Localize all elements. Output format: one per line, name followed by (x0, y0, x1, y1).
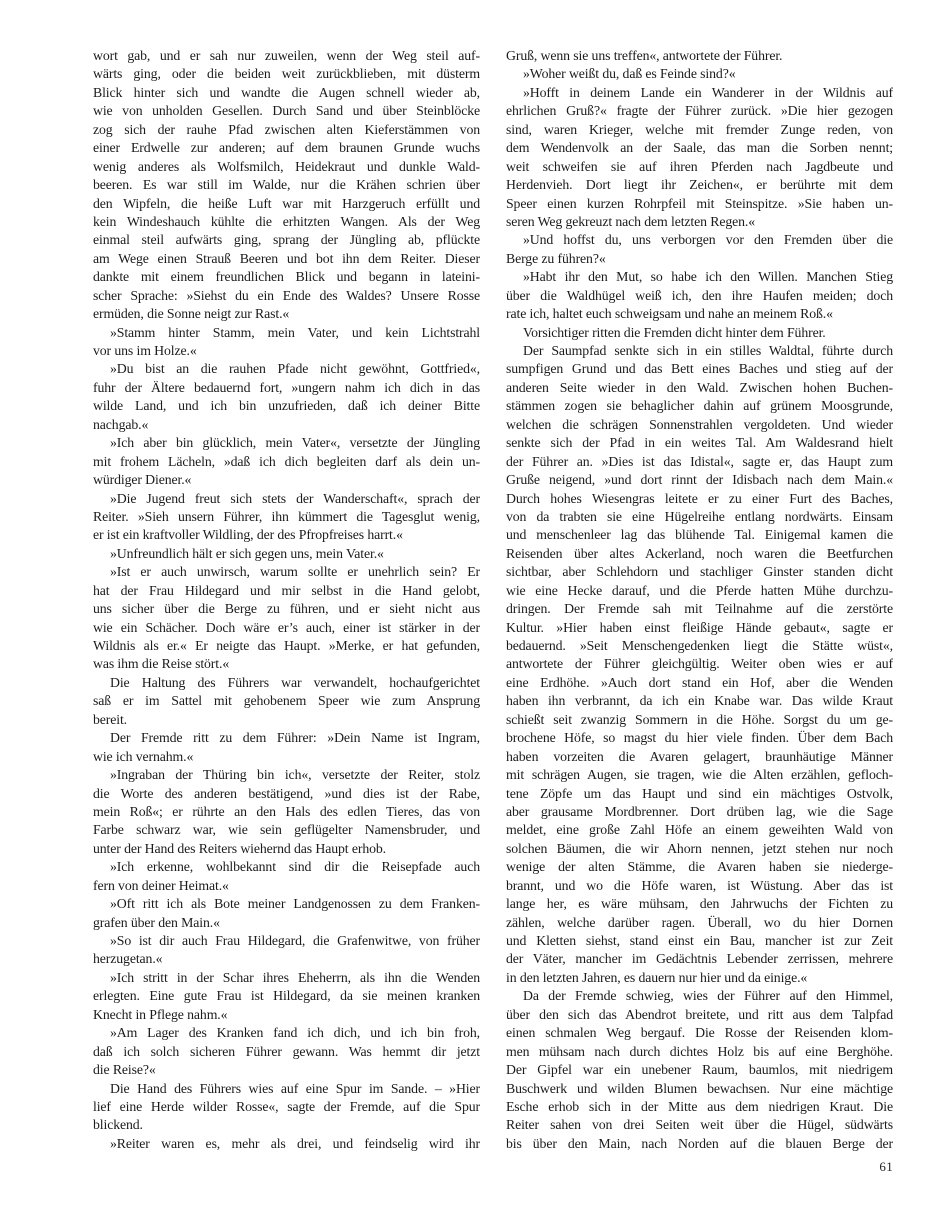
text-line: haben ihn verbrannt, da ich ein Knabe war. Das wilde Kraut (506, 693, 893, 709)
text-line: schießt seit zwanzig Sommern in die Höhe. Sorgst du um ge- (506, 711, 893, 727)
text-line: lief eine Herde wilder Rosse«, sagte der Fremde, auf die Spur (93, 1098, 480, 1114)
text-line: Knecht in Pflege nahm.« (93, 1006, 228, 1022)
text-line: in den letzten Jahren, es dauern nur hier und da einige.« (506, 969, 808, 985)
text-line: Kultur. »Hier haben einst fleißige Hände gebaut«, sagte er (506, 619, 893, 635)
text-line: zog sich der rauhe Pfad zwischen alten Kieferstämmen von (93, 121, 480, 137)
text-line: brochene Höfe, so magst du hier viele finden. Über dem Bach (506, 730, 893, 746)
text-column-right (506, 47, 893, 1153)
text-line: men mühsam nach durch dichtes Holz bis auf eine Berghöhe. (506, 1043, 893, 1059)
text-line: eine Erdhöhe. »Auch dort stand ein Hof, aber die Wenden (506, 674, 893, 690)
text-line: er ist ein kraftvoller Wildling, der des Pfropfreises harrt.« (93, 527, 403, 543)
text-line: Durch hohes Wiesengras leitete er zu einer Furt des Baches, (506, 490, 893, 506)
text-line: Der Saumpfad senkte sich in ein stilles Waldtal, führte durch (523, 343, 893, 358)
text-line: wie von unholden Gesellen. Durch Sand und über Steinblöcke (93, 103, 480, 119)
text-line: was ihm die Reise stört.« (93, 656, 230, 672)
text-line: brannt, und wo die Höfe waren, ist Wüstung. Aber das ist (506, 877, 893, 893)
text-line: »Ist er auch unwirsch, warum sollte er unehrlich sein? Er (110, 564, 480, 580)
text-line: Speer einen kurzen Rohrpfeil mit Steinspitze. »Sie haben un- (506, 195, 893, 211)
text-line: erlegten. Eine gute Frau ist Hildegard, da sie meinen kranken (93, 988, 480, 1004)
text-line: Reiter. »Sieh unsern Führer, ihn kümmert die Tagesglut wenig, (93, 508, 480, 524)
text-line: wenig anderes als Wolfsmilch, Heidekraut und dunkle Wald- (93, 158, 480, 174)
text-line: aber grausame Mordbrenner. Dort drüben lag, wie die Sage (506, 803, 893, 819)
text-line: scher Sprache: »Siehst du ein Ende des Waldes? Unsere Rosse (93, 287, 480, 303)
text-line: bedauernd. »Seit Menschengedenken liegt die Stätte wüst«, (506, 638, 893, 653)
text-line: dem Wendenvolk an der Saale, das man die Sorben nennt; (506, 140, 893, 156)
text-line: von da trabten sie eine Hügelreihe entlang nordwärts. Einsam (506, 508, 893, 524)
text-line: solchen Bäumen, die wir Ahorn nennen, jetzt stehen nur noch (506, 840, 893, 856)
text-line: wie ein Schächer. Doch wäre er’s auch, einer ist stärker in der (93, 619, 480, 635)
text-line: »Unfreundlich hält er sich gegen uns, mein Vater.« (110, 545, 384, 561)
text-line: wie ich vernahm.« (93, 748, 194, 764)
text-line: »Du bist an die rauhen Pfade nicht gewöhnt, Gottfried«, (110, 361, 480, 377)
text-line: Der Fremde ritt zu dem Führer: »Dein Name ist Ingram, (110, 730, 480, 746)
text-line: Vorsichtiger ritten die Fremden dicht hinter dem Führer. (523, 324, 826, 340)
text-line: »Reiter waren es, mehr als drei, und feindselig wird ihr (110, 1135, 480, 1151)
text-line: bereit. (93, 711, 128, 727)
text-line: Da der Fremde schwieg, wies der Führer auf den Himmel, (523, 988, 893, 1004)
text-line: Reisenden über altes Ackerland, noch waren die Beetfurchen (506, 545, 893, 561)
text-line: tene Zöpfe um das Haupt und sind ein mächtiges Ostvolk, (506, 785, 893, 801)
text-line: welchen die schrägen Sonnenstrahlen vergoldeten. Und wieder (506, 416, 893, 432)
text-line: Gruße neigend, »und dort rinnt der Idisbach nach dem Main.« (506, 472, 893, 488)
text-line: fern von deiner Heimat.« (93, 877, 229, 893)
text-line: über den sich das Abendrot breitete, und ritt aus dem Talpfad (506, 1006, 893, 1022)
text-line: »Woher weißt du, daß es Feinde sind?« (523, 66, 736, 82)
text-line: die Worte des anderen bestätigend, »und dies ist der Rabe, (93, 785, 480, 801)
text-line: wilde Land, und ich bin unzufrieden, daß ich deiner Bitte (93, 398, 480, 414)
text-line: haben vorzeiten die Avaren gelagert, braunhäutige Männer (506, 748, 893, 764)
text-column-left (93, 47, 480, 1153)
text-line: »Ingraban der Thüring bin ich«, versetzte der Reiter, stolz (110, 767, 480, 783)
text-line: nachgab.« (93, 416, 149, 432)
text-line: anderen Seite wieder in den Wald. Zwischen hohen Buchen- (506, 379, 893, 395)
text-line: Blick hinter sich und wandte die Augen schnell wieder ab, (93, 84, 480, 100)
text-line: sumpfigen Grund und das Bett eines Baches und stieg auf der (506, 361, 893, 377)
text-line: kein Windeshauch kühlte die erhitzten Wangen. Als der Weg (93, 213, 480, 229)
text-line: und menschenleer lag das blühende Tal. Einigemal kamen die (506, 527, 893, 543)
text-line: lange her, es wäre mühsam, den Jahrwuchs der Fichten zu (506, 896, 893, 912)
text-line: einer Erdwelle zur anderen; auf dem braunen Grunde wuchs (93, 140, 480, 156)
text-line: »Ich stritt in der Schar ihres Eheherrn, als ihn die Wenden (110, 969, 480, 985)
text-line: vor uns im Holze.« (93, 343, 197, 358)
text-line: Reiter sahen von drei Seiten weit über die Hügel, südwärts (506, 1117, 893, 1133)
text-line: einen schmalen Weg bergauf. Die Rosse der Reisenden klom- (506, 1025, 893, 1041)
text-line: dringen. Der Fremde sah mit Teilnahme auf die zerstörte (506, 601, 893, 617)
text-line: wie eine Hecke darauf, und die Pferde hatten Mühe durchzu- (506, 582, 893, 598)
text-line: Die Hand des Führers wies auf eine Spur im Sande. – »Hier (110, 1080, 480, 1096)
text-line: »Stamm hinter Stamm, mein Vater, und kein Lichtstrahl (110, 324, 480, 340)
text-line: Herdenvieh. Dort liegt ihr Zeichen«, er berührte mit dem (506, 177, 893, 193)
text-line: zählen, welche darüber ragen. Überall, wo du hier Dornen (506, 914, 893, 930)
text-line: Farbe schwarz war, wie sein geflügelter Namensbruder, und (93, 822, 480, 838)
text-line: am Wege einen Strauß Beeren und bot ihn dem Reiter. Dieser (93, 250, 480, 266)
page-number: 61 (879, 1159, 893, 1174)
text-line: weit schweifen sie auf ihren Pferden nach Jagdbeute und (506, 158, 893, 174)
text-line: mit schrägen Augen, sie tragen, wie die Alten erzählen, gefloch- (506, 767, 893, 783)
text-line: würdiger Diener.« (93, 472, 192, 488)
text-line: rate ich, haltet euch schweigsam und nahe an meinem Roß.« (506, 306, 833, 322)
text-line: Der Gipfel war ein unebener Raum, baumlos, mit niedrigem (506, 1062, 893, 1078)
text-line: Wildnis als er.« Er neigte das Haupt. »Merke, er hat gefunden, (93, 638, 480, 653)
text-line: »Ich erkenne, wohlbekannt sind dir die Reisepfade auch (110, 859, 480, 875)
text-line: sind, waren Krieger, welche mit fremder Zunge reden, von (506, 121, 893, 137)
text-line: Buschwerk und wilden Blumen bewachsen. Nur eine mächtige (506, 1080, 893, 1096)
text-line: Esche erhob sich in der Mitte aus dem niedrigen Kraut. Die (506, 1098, 893, 1114)
text-line: sichtbar, aber Schlehdorn und stachliger Ginster standen dicht (506, 564, 893, 580)
text-line: antwortete der Führer gleichgültig. Weiter oben wies er auf (506, 656, 893, 672)
text-line: »Hofft in deinem Lande ein Wanderer in der Wildnis auf (523, 84, 893, 100)
text-line: »Die Jugend freut sich stets der Wanderschaft«, sprach der (110, 490, 480, 506)
text-line: Gruß, wenn sie uns treffen«, antwortete der Führer. (506, 48, 783, 63)
text-line: der Führer an. »Dies ist das Idistal«, sagte er, das Haupt zum (506, 453, 893, 469)
text-line: wort gab, und er sah nur zuweilen, wenn der Weg steil auf- (93, 48, 480, 63)
text-line: beeren. Es war still im Walde, nur die Krähen schrien über (93, 177, 480, 193)
text-line: »Habt ihr den Mut, so habe ich den Willen. Manchen Stieg (523, 269, 893, 285)
text-line: Berge zu führen?« (506, 250, 606, 266)
text-line: »Ich aber bin glücklich, mein Vater«, versetzte der Jüngling (110, 435, 480, 451)
text-line: den Wipfeln, die heiße Luft war mit Harzgeruch erfüllt und (93, 195, 480, 211)
text-line: und Kletten siehst, stand einst ein Bau, mancher ist zur Zeit (506, 933, 893, 948)
text-line: ermüden, die Sonne neigt zur Rast.« (93, 306, 290, 322)
text-line: »Am Lager des Kranken fand ich dich, und ich bin froh, (110, 1025, 480, 1041)
text-line: »Und hoffst du, uns verborgen vor den Fremden über die (523, 232, 893, 248)
text-line: daß ich solch sicheren Führer gewann. Was hemmt dir jetzt (93, 1043, 480, 1059)
text-line: Die Haltung des Führers war verwandelt, hochaufgerichtet (110, 674, 480, 690)
text-line: bis über den Main, nach Norden auf die blauen Berge der (506, 1135, 893, 1151)
text-line: seren Weg gekreuzt nach dem letzten Regen.« (506, 213, 755, 229)
text-line: ehrlichen Gruß?« fragte der Führer zurück. »Die hier gezogen (506, 103, 893, 119)
text-line: der Väter, mancher im Gedächtnis Lebender zerrissen, mehrere (506, 951, 893, 967)
text-line: blickend. (93, 1117, 143, 1133)
text-line: unter der Hand des Reiters wiehernd das Haupt erhob. (93, 840, 386, 856)
text-line: fuhr der Ältere bedauernd fort, »ungern nahm ich dich in das (93, 379, 480, 395)
text-line: herzugetan.« (93, 951, 163, 967)
text-line: mit frohem Lächeln, »daß ich dich begleiten darf als dein un- (93, 453, 480, 469)
text-line: grafen über den Main.« (93, 914, 220, 930)
text-line: »So ist dir auch Frau Hildegard, die Grafenwitwe, von früher (110, 933, 480, 948)
text-line: über die Waldhügel weiß ich, den ihre Haufen meiden; doch (506, 287, 893, 303)
text-line: mein Roß«; er rührte an den Hals des edlen Tieres, das von (93, 803, 480, 819)
text-line: wärts ging, oder die beiden weit zurückblieben, mit düsterm (93, 66, 480, 82)
text-line: saß er im Sattel mit gehobenem Speer wie zum Ansprung (93, 693, 480, 709)
text-line: »Oft ritt ich als Bote meiner Landgenossen zu dem Franken- (110, 896, 480, 912)
text-line: hat der Frau Hildegard und mir selbst in die Hand gelobt, (93, 582, 480, 598)
text-line: senkte sich der Pfad in ein weites Tal. Am Waldesrand hielt (506, 435, 893, 451)
text-line: die Reise?« (93, 1062, 156, 1078)
text-line: uns sicher über die Berge zu führen, und er sieht nicht aus (93, 601, 480, 617)
text-line: stämmen zogen sie behaglicher dahin auf grünem Moosgrunde, (506, 398, 893, 414)
text-line: meldet, eine große Zahl Höfe an einem geweihten Wald von (506, 822, 893, 838)
text-line: wenige der alten Stämme, die Avaren haben sie niederge- (506, 859, 893, 875)
text-line: dankte mit einem freundlichen Blick und begann in lateini- (93, 269, 480, 285)
text-line: einmal steil aufwärts ging, sprang der Jüngling ab, pflückte (93, 232, 480, 248)
